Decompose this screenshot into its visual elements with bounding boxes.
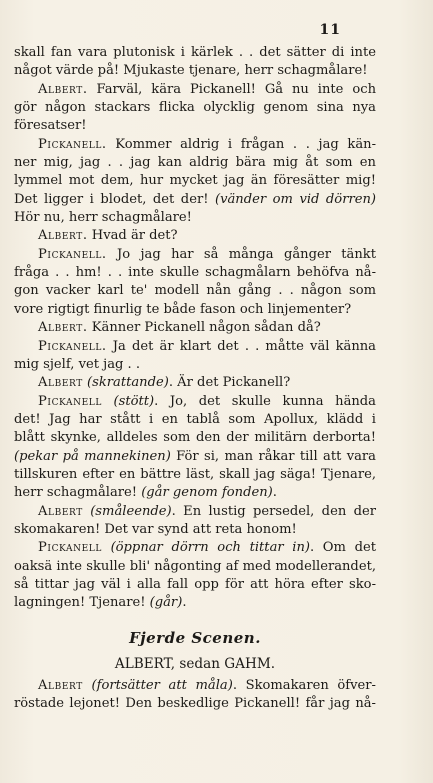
line-text: lymmel mot dem, hur mycket jag än föresätter mig! [14,173,376,189]
stage-direction: (fortsätter att måla) [91,677,233,693]
text-line [14,594,376,612]
text-line [14,44,376,62]
text-line [14,558,376,576]
scene-cast: ALBERT, sedan GAHM. [114,655,276,672]
line-text: . Är det Pickanell? [168,375,291,391]
text-line [14,99,376,117]
text-line [14,448,376,466]
text-line [14,521,376,539]
body-text [14,44,376,713]
speaker-name: Albert. [38,81,88,97]
line-text: Kommer aldrig i frågan . . jag kän- [106,136,376,152]
line-text: så tittar jag väl i alla fall opp för att höra efter sko- [14,576,376,592]
line-text: Hvad är det? [87,228,178,244]
text-line [14,191,376,209]
line-text: oaksä inte skulle bli' någonting af med modellerandet, [14,558,376,574]
text-line [14,117,376,135]
stage-direction: (småleende) [90,503,172,519]
dialogue-block-after [14,677,376,714]
scene-heading: Fjerde Scenen. [129,628,261,647]
line-text: gon vacker karl te' modell nån gång . . någon som [14,283,376,299]
text-line [14,484,376,502]
text-line [14,677,376,695]
text-line [14,695,376,713]
speaker-name: Albert. [38,320,88,336]
speaker-name: Albert [38,503,83,519]
line-text: . En lustig persedel, den der [171,503,376,519]
line-text: tillskuren efter en bättre läst, skall jag säga! Tjenare, [14,466,376,482]
text-line [14,81,376,99]
line-text: blått skynke, alldeles som den der militärn derborta! [14,430,376,446]
text-line [14,209,376,227]
line-text: . Om det [310,540,376,556]
line-text: vore rigtigt finurlig te både fason och linjementer? [14,301,352,317]
speaker-name: Albert [38,677,83,693]
stage-direction: (stött) [113,393,155,409]
text-line [14,393,376,411]
text-line [14,466,376,484]
stage-direction: (går) [149,595,183,611]
stage-direction: (går genom fonden) [141,485,273,501]
text-line [14,154,376,172]
stage-direction: (skrattande) [87,375,169,391]
text-line [14,356,376,374]
line-text: Det ligger i blodet, det der! [14,191,215,207]
stage-direction: (vänder om vid dörren) [214,191,376,207]
speaker-name: Albert [38,375,83,391]
text-line [14,136,376,154]
stage-direction: (pekar på mannekinen) [14,448,171,464]
text-line [14,429,376,447]
line-text: lagningen! Tjenare! [14,595,150,611]
line-text: röstade lejonet! Den beskedlige Pickanell! får jag nå- [14,696,376,711]
line-text: Jo jag har så många gånger tänkt [106,246,376,262]
speaker-name: Pickanell. [38,338,107,354]
line-text: Farväl, kära Pickanell! Gå nu inte och [87,81,376,97]
line-text: fråga . . hm! . . inte skulle schagmålarn behöfva nå- [14,265,376,281]
line-text: För si, man råkar till att vara [170,448,376,464]
line-text: herr schagmålare! [14,485,142,501]
text-line [14,227,376,245]
text-line [14,62,376,80]
speaker-name: Albert. [38,228,88,244]
text-line [14,338,376,356]
text-line [14,374,376,392]
text-line [14,503,376,521]
dialogue-block [14,44,376,613]
line-text: . Jo, det skulle kunna hända [154,393,376,409]
line-text: skall fan vara plutonisk i kärlek . . det sätter di inte [14,45,376,60]
text-line [14,539,376,557]
text-line [14,264,376,282]
line-text: Hör nu, herr schagmålare! [14,210,192,226]
text-line [14,411,376,429]
text-line [14,319,376,337]
text-line [14,172,376,190]
line-text: mig sjelf, vet jag . . [14,356,141,372]
text-line [14,246,376,264]
line-text: något värde på! Mjukaste tjenare, herr schagmålare! [14,63,368,79]
line-text: Ja det är klart det . . måtte väl känna [106,338,376,354]
speaker-name: Pickanell. [38,136,107,152]
text-line [14,301,376,319]
text-line [14,282,376,300]
stage-direction: (öppnar dörrn och tittar in) [110,540,310,556]
line-text: ner mig, jag . . jag kan aldrig bära mig åt som en [14,155,376,171]
text-line [14,576,376,594]
line-text: det! Jag har stått i en tablå som Apollux, klädd i [14,411,376,427]
speaker-name: Pickanell [38,540,102,556]
speaker-name: Pickanell [38,393,102,409]
line-text: skomakaren! Det var synd att reta honom! [14,521,297,537]
line-text: Känner Pickanell någon sådan då? [87,320,321,336]
page-number: 11 [319,22,341,38]
speaker-name: Pickanell. [38,246,107,262]
line-tail: . [272,485,277,501]
line-text: gör någon stackars flicka olycklig genom sina nya [14,100,376,116]
line-text: föresatser! [14,118,87,134]
line-tail: . [182,595,187,611]
line-text: . Skomakaren öfver- [232,677,376,693]
